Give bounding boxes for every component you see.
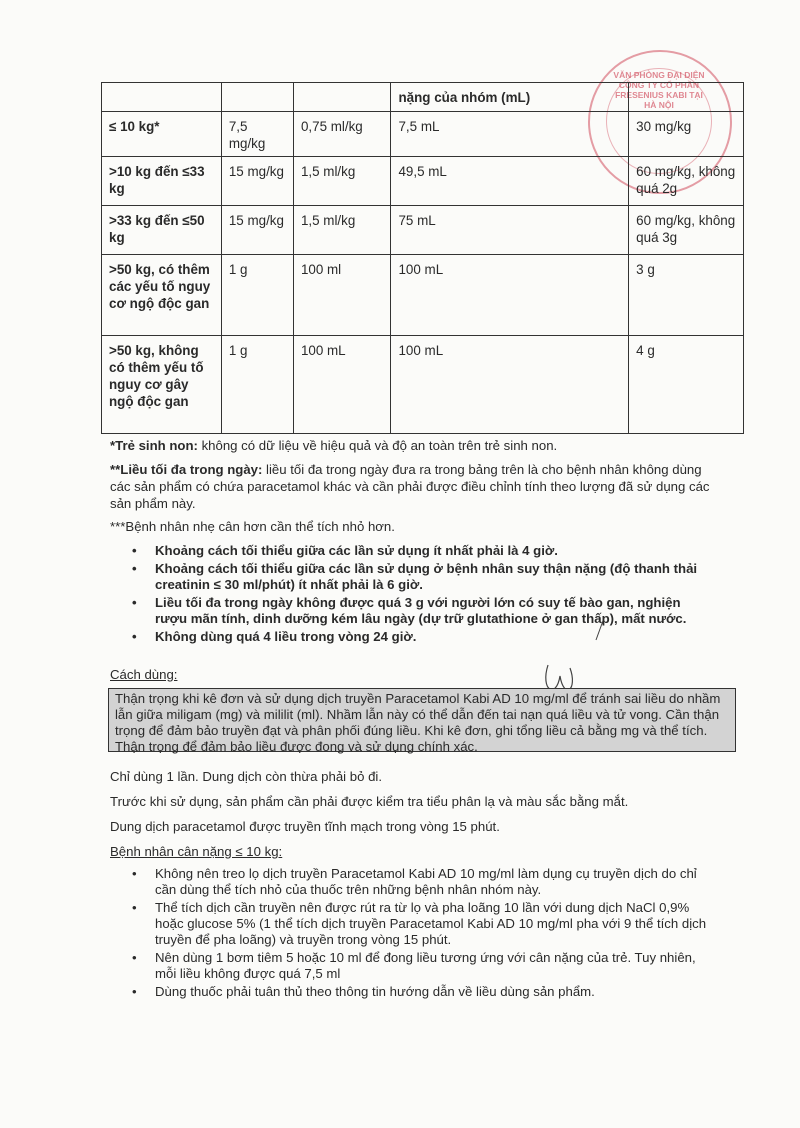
list-item: • Không nên treo lọ dịch truyền Paracetamol Kabi AD 10 mg/ml làm dụng cụ truyền dịch do chỉ cần dùng thể tích nhỏ của thuốc trên những bệnh nhân nhóm này.: [132, 866, 697, 897]
table-row: >50 kg, có thêm các yếu tố nguy cơ ngộ độc gan 1 g 100 ml 100 mL 3 g: [102, 255, 744, 336]
list-item: • Thể tích dịch cần truyền nên được rút ra từ lọ và pha loãng 10 lần với dung dịch NaCl 0,9% hoặc glucose 5% (1 thể tích dịch truyền Paracetamol Kabi AD 10 mg/ml pha với 9 thể tích dịch truyền để pha loãng) và truyền trong vòng 15 phút.: [132, 900, 707, 947]
list-item: • Khoảng cách tối thiểu giữa các lần sử dụng ít nhất phải là 4 giờ.: [132, 543, 558, 558]
table-row: ≤ 10 kg* 7,5 mg/kg 0,75 ml/kg 7,5 mL 30 mg/kg: [102, 112, 744, 157]
table-row: >50 kg, không có thêm yếu tố nguy cơ gây ngộ độc gan 1 g 100 mL 100 mL 4 g: [102, 336, 744, 434]
mg-ml-warning-box: Thận trọng khi kê đơn và sử dụng dịch truyền Paracetamol Kabi AD 10 mg/ml để tránh sai liều do nhầm lẫn giữa miligam (mg) và mililit (ml). Nhầm lẫn này có thể dẫn đến tai nạn quá liều và tử vong. Cần thận trọng để đảm bảo truyền đạt và phân phối đúng liều. Khi kê đơn, ghi tổng liều cả bằng mg và thể tích. Thận trọng để đảm bảo liều được đong và sử dụng chính xác.: [108, 688, 736, 752]
usage-heading: Cách dùng:: [110, 667, 178, 682]
note-premature: *Trẻ sinh non: không có dữ liệu về hiệu quả và độ an toàn trên trẻ sinh non.: [110, 438, 558, 453]
list-item: • Nên dùng 1 bơm tiêm 5 hoặc 10 ml để đong liều tương ứng với cân nặng của trẻ. Tuy nhiên, mỗi liều không được quá 7,5 ml: [132, 950, 696, 981]
dosing-interval-list: [110, 543, 710, 647]
usage-single-use: Chỉ dùng 1 lần. Dung dịch còn thừa phải bỏ đi.: [110, 769, 383, 784]
table-row: [102, 83, 744, 112]
company-stamp-text: VĂN PHÒNG ĐẠI DIỆN CÔNG TY CỔ PHẦN FRESENIUS KABI TẠI HÀ NỘI: [613, 70, 705, 110]
low-weight-list: [110, 866, 710, 1002]
dosage-table: [101, 82, 744, 434]
table-row: >10 kg đến ≤33 kg 15 mg/kg 1,5 ml/kg 49,5 mL 60 mg/kg, không quá 2g: [102, 157, 744, 206]
list-item: • Dùng thuốc phải tuân thủ theo thông tin hướng dẫn về liều dùng sản phẩm.: [132, 984, 595, 999]
list-item: • Không dùng quá 4 liều trong vòng 24 giờ.: [132, 629, 417, 644]
usage-visual-check: Trước khi sử dụng, sản phẩm cần phải được kiểm tra tiểu phân lạ và màu sắc bằng mắt.: [110, 794, 629, 809]
list-item: • Khoảng cách tối thiểu giữa các lần sử dụng ở bệnh nhân suy thận nặng (độ thanh thải creatinin ≤ 30 ml/phút) ít nhất phải là 6 giờ.: [132, 561, 698, 592]
table-row: >33 kg đến ≤50 kg 15 mg/kg 1,5 ml/kg 75 mL 60 mg/kg, không quá 3g: [102, 206, 744, 255]
table-header-fragment: nặng của nhóm (mL): [391, 83, 629, 112]
list-item: • Liều tối đa trong ngày không được quá 3 g với người lớn có suy tế bào gan, nghiện rượu mãn tính, dinh dưỡng kém lâu ngày (dự trữ glutathione ở gan thấp), mất nước.: [132, 595, 687, 626]
note-low-weight-volume: ***Bệnh nhân nhẹ cân hơn cần thể tích nhỏ hơn.: [110, 519, 395, 534]
note-max-daily: **Liều tối đa trong ngày: liều tối đa trong ngày đưa ra trong bảng trên là cho bệnh nhân không dùng các sản phẩm có chứa paracetamol khác và cần phải được điều chỉnh tính theo lượng đã sử dụng các sản phẩm này.: [110, 462, 710, 511]
low-weight-heading: Bệnh nhân cân nặng ≤ 10 kg:: [110, 844, 283, 859]
usage-infusion-time: Dung dịch paracetamol được truyền tĩnh mạch trong vòng 15 phút.: [110, 819, 500, 834]
